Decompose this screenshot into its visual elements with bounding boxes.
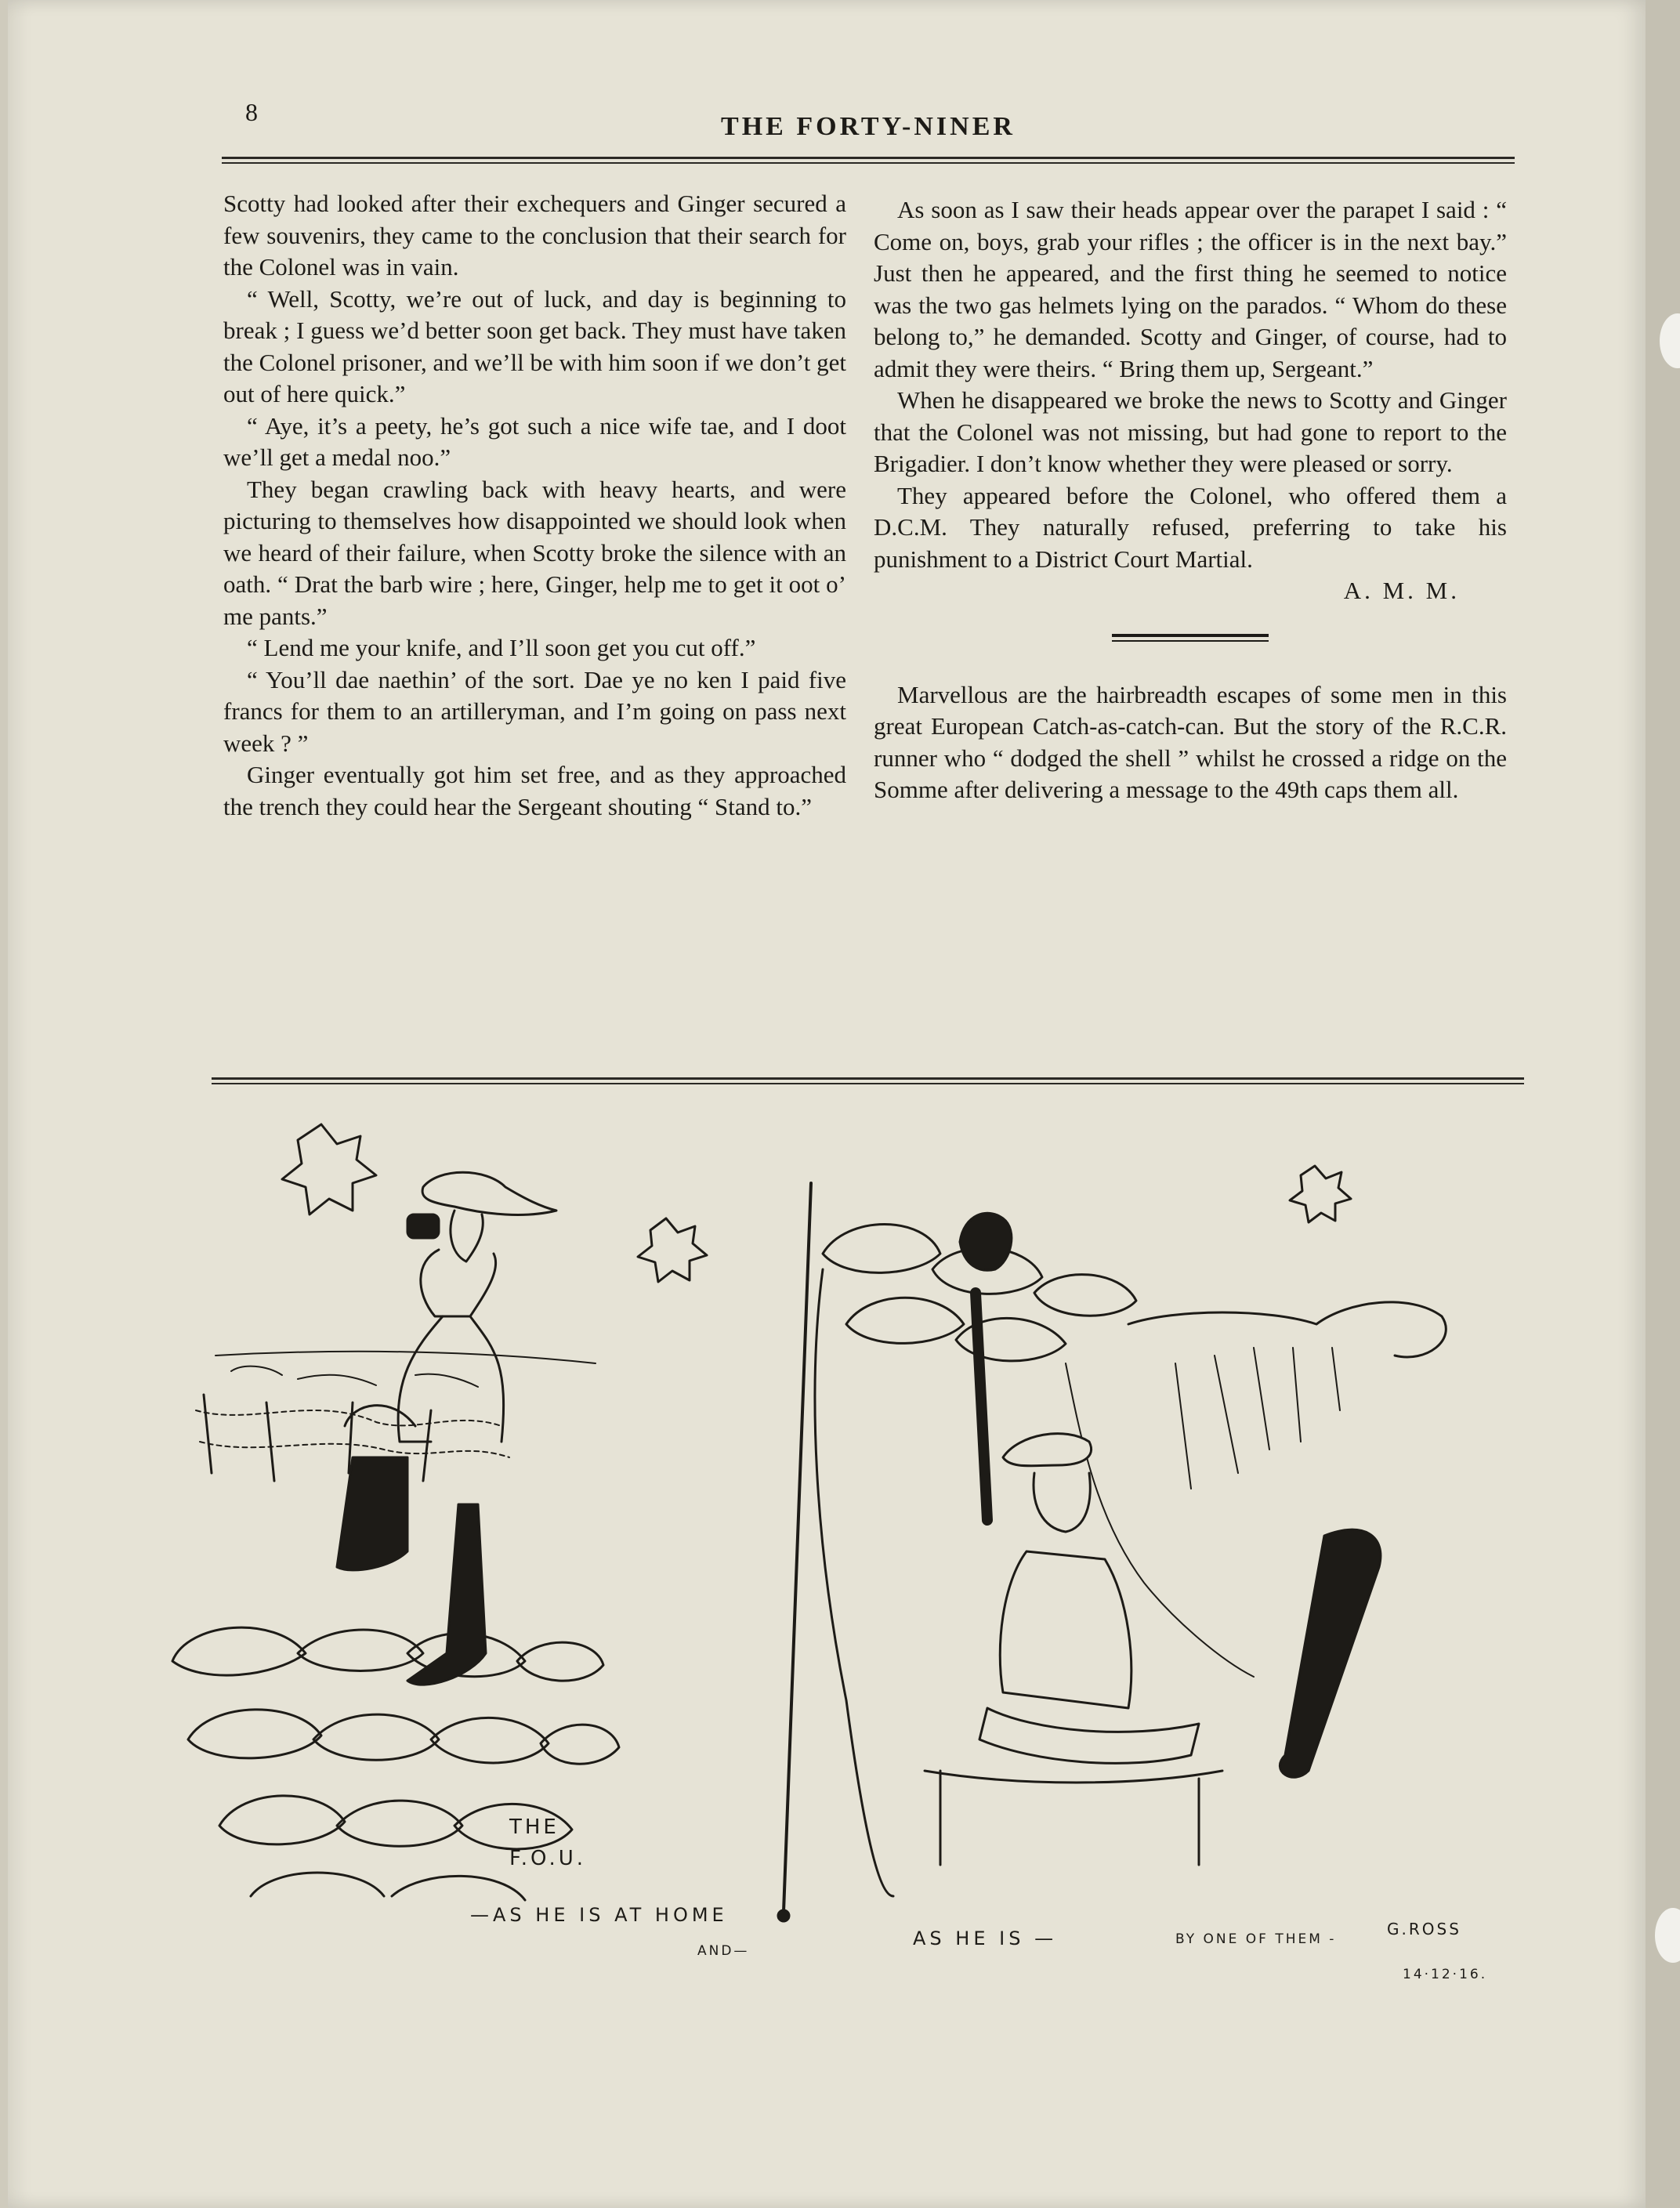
paragraph: They appeared before the Colonel, who offered them a D.C.M. They naturally refused, preferring to take his punishment to a District Court Martial. bbox=[874, 481, 1507, 573]
header-rule bbox=[222, 157, 1515, 164]
panel-divider bbox=[784, 1183, 811, 1912]
cartoon-label-line1: THE bbox=[509, 1815, 559, 1839]
paragraph: As soon as I saw their heads appear over the parapet I said : “ Come on, boys, grab your rifles ; the officer is in the next bay.” Just then he appeared, and the first thing he seemed to notice was the two gas helmets lying on the parados. “ Whom do these belong to,” he demanded. Scotty and Ginger, of course, had to admit they were theirs. “ Bring them up, Sergeant.” bbox=[874, 196, 1507, 382]
left-caption-continued: AND— bbox=[697, 1943, 750, 1959]
rifle bbox=[976, 1293, 987, 1520]
paragraph: “ Well, Scotty, we’re out of luck, and day is beginning to break ; I guess we’d better soon get back. They must have taken the Colonel prisoner, and we’ll be with him soon if we don’t get out of here quick.” bbox=[223, 284, 846, 407]
shell-burst bbox=[282, 1124, 376, 1214]
author-initials: A. M. M. bbox=[1343, 577, 1460, 604]
drawing-date: 14·12·16. bbox=[1403, 1967, 1488, 1982]
page-number: 8 bbox=[245, 98, 258, 126]
column-right bbox=[874, 194, 1507, 806]
page-header bbox=[222, 98, 1515, 145]
paragraph: “ Lend me your knife, and I’ll soon get you cut off.” bbox=[247, 634, 756, 661]
shell-burst bbox=[1290, 1166, 1351, 1222]
cartoon-label-line2: F.O.U. bbox=[509, 1847, 587, 1870]
section-divider bbox=[1112, 634, 1269, 642]
trench-wall-right bbox=[1175, 1348, 1340, 1489]
column-left bbox=[223, 188, 846, 823]
paragraph: They began crawling back with heavy hearts, and were picturing to themselves how disappointed we should look when we heard of their failure, when Scotty broke the silence with an oath. “ Drat the barb wire ; here, Ginger, help me to get it oot o’ me pants.” bbox=[223, 475, 846, 630]
left-caption: —AS HE IS AT HOME bbox=[470, 1904, 728, 1926]
artist-signature: G.ROSS bbox=[1387, 1920, 1461, 1938]
paragraph: When he disappeared we broke the news to Scotty and Ginger that the Colonel was not missing, but had gone to report to the Brigadier. I don’t know whether they were pleased or sorry. bbox=[874, 386, 1507, 477]
trench-wall-left bbox=[815, 1269, 893, 1896]
paragraph: Scotty had looked after their exchequers and Ginger secured a few souvenirs, they came to the conclusion that their search for the Colonel was in vain. bbox=[223, 190, 846, 281]
trench-knife bbox=[1280, 1529, 1381, 1777]
officer-figure bbox=[337, 1172, 556, 1685]
paragraph: Ginger eventually got him set free, and as they approached the trench they could hear the Sergeant shouting “ Stand to.” bbox=[223, 761, 846, 820]
paragraph: “ You’ll dae naethin’ of the sort. Dae ye no ken I paid five francs for them to an artilleryman, and I’m going on pass next week ? ” bbox=[223, 665, 846, 757]
horizon-line bbox=[215, 1352, 596, 1363]
cartoon-drawing bbox=[157, 1113, 1536, 2014]
cartoon-top-rule bbox=[212, 1077, 1524, 1084]
cartoon-illustration bbox=[157, 1113, 1536, 2014]
running-title: THE FORTY-NINER bbox=[721, 112, 1016, 141]
shell-burst bbox=[638, 1218, 707, 1282]
soldier-figure bbox=[925, 1213, 1222, 1865]
paragraph: “ Aye, it’s a peety, he’s got such a nice wife tae, and I doot we’ll get a medal noo.” bbox=[223, 411, 846, 471]
paragraph: Marvellous are the hairbreadth escapes of some men in this great European Catch-as-catch-can. But the story of the R.C.R. runner who “ dodged the shell ” whilst he crossed a ridge on the Somme after delivering a message to the 49th caps them all. bbox=[874, 680, 1507, 803]
right-caption: AS HE IS — bbox=[913, 1927, 1058, 1949]
trench-sandbags bbox=[823, 1225, 1446, 1361]
right-caption-continued: BY ONE OF THEM - bbox=[1175, 1931, 1337, 1947]
